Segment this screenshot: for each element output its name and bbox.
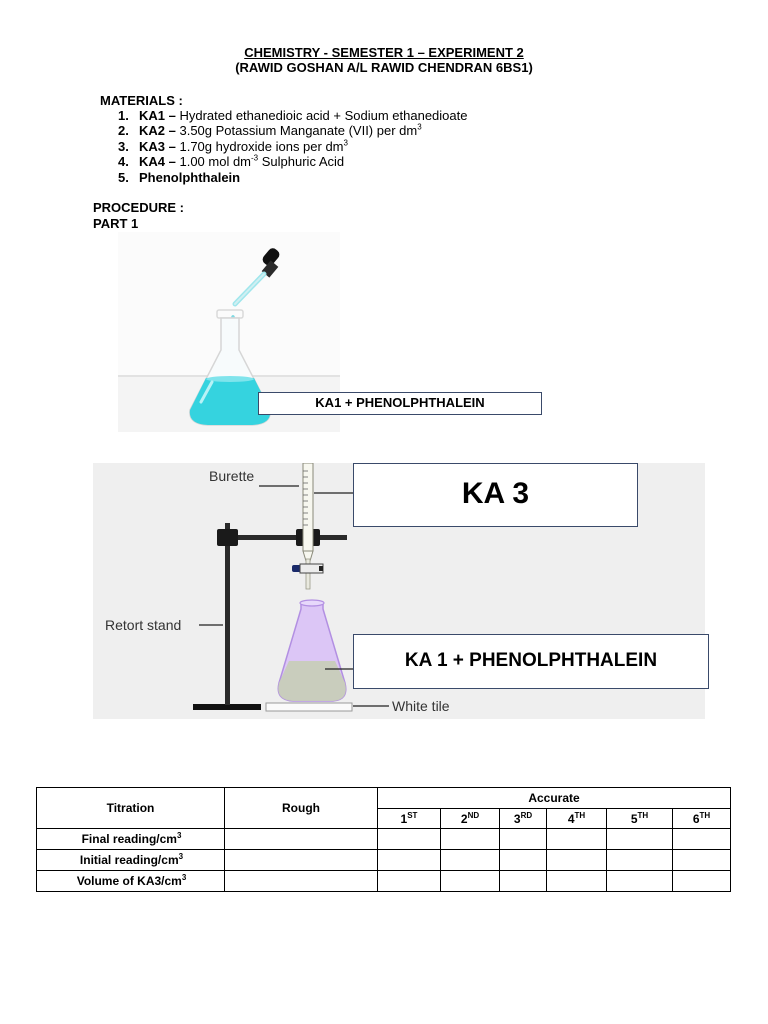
accurate-cell[interactable] (607, 829, 673, 850)
header-ordinal: 4TH (547, 809, 607, 829)
rough-cell[interactable] (225, 850, 378, 871)
header-ordinal: 2ND (441, 809, 500, 829)
materials-list (118, 108, 467, 185)
flask-solution-label: KA 1 + PHENOLPHTHALEIN (353, 634, 709, 689)
header-ordinal: 5TH (607, 809, 673, 829)
material-item: 3. KA3 – 1.70g hydroxide ions per $dm^3$ (118, 138, 348, 154)
accurate-cell[interactable] (441, 850, 500, 871)
accurate-cell[interactable] (441, 871, 500, 892)
table-row (37, 829, 731, 850)
accurate-cell[interactable] (500, 871, 547, 892)
materials-heading: MATERIALS : (100, 93, 183, 108)
table-row (37, 871, 731, 892)
rough-cell[interactable] (225, 829, 378, 850)
white-tile (266, 703, 352, 711)
procedure-heading: PROCEDURE : (93, 200, 185, 215)
burette-solution-label: KA 3 (353, 463, 638, 527)
header-ordinal: 3RD (500, 809, 547, 829)
accurate-cell[interactable] (547, 871, 607, 892)
accurate-cell[interactable] (500, 850, 547, 871)
accurate-cell[interactable] (607, 850, 673, 871)
part-heading: PART 1 (93, 216, 139, 231)
material-item: 1. KA1 – Hydrated ethanedioic acid + Sodium ethanedioate (118, 108, 468, 123)
header-accurate: Accurate (378, 788, 731, 809)
material-item: 5. Phenolphthalein (118, 169, 241, 185)
retort-stand-label: Retort stand (105, 617, 182, 633)
accurate-cell[interactable] (441, 829, 500, 850)
white-tile-label: White tile (392, 698, 450, 714)
material-item: 2. KA2 – 3.50g Potassium Manganate (VII) per $dm^3$ (118, 123, 422, 139)
accurate-cell[interactable] (547, 850, 607, 871)
header-ordinal: 6TH (673, 809, 731, 829)
row-label: Final reading/$cm^3$ (37, 829, 225, 850)
retort-rod (225, 523, 230, 705)
header-ordinal: 1ST (378, 809, 441, 829)
material-item: 4. KA4 – 1.00 mol $dm^{-3}$ Sulphuric Acid (118, 153, 345, 170)
accurate-cell[interactable] (673, 871, 731, 892)
document-title: CHEMISTRY - SEMESTER 1 – EXPERIMENT 2 (244, 45, 524, 60)
accurate-cell[interactable] (378, 871, 441, 892)
accurate-cell[interactable] (673, 829, 731, 850)
conical-flask-icon (278, 600, 346, 701)
header-titration: Titration (37, 788, 225, 829)
accurate-cell[interactable] (378, 829, 441, 850)
accurate-cell[interactable] (547, 829, 607, 850)
accurate-cell[interactable] (673, 850, 731, 871)
row-label: Volume of $KA3/cm^3$ (37, 871, 225, 892)
burette-label: Burette (209, 468, 255, 484)
table-header-row (37, 788, 731, 809)
accurate-cell[interactable] (378, 850, 441, 871)
accurate-cell[interactable] (607, 871, 673, 892)
burette-icon (292, 463, 323, 589)
header-rough: Rough (225, 788, 378, 829)
accurate-cell[interactable] (500, 829, 547, 850)
row-label: Initial reading/$cm^3$ (37, 850, 225, 871)
rough-cell[interactable] (225, 871, 378, 892)
student-name: (RAWID GOSHAN A/L RAWID CHENDRAN 6BS1) (235, 60, 533, 75)
figure1-label: KA1 + PHENOLPHTHALEIN (258, 392, 542, 415)
table-row (37, 850, 731, 871)
boss-clamp (217, 529, 238, 546)
titration-table (36, 787, 731, 892)
